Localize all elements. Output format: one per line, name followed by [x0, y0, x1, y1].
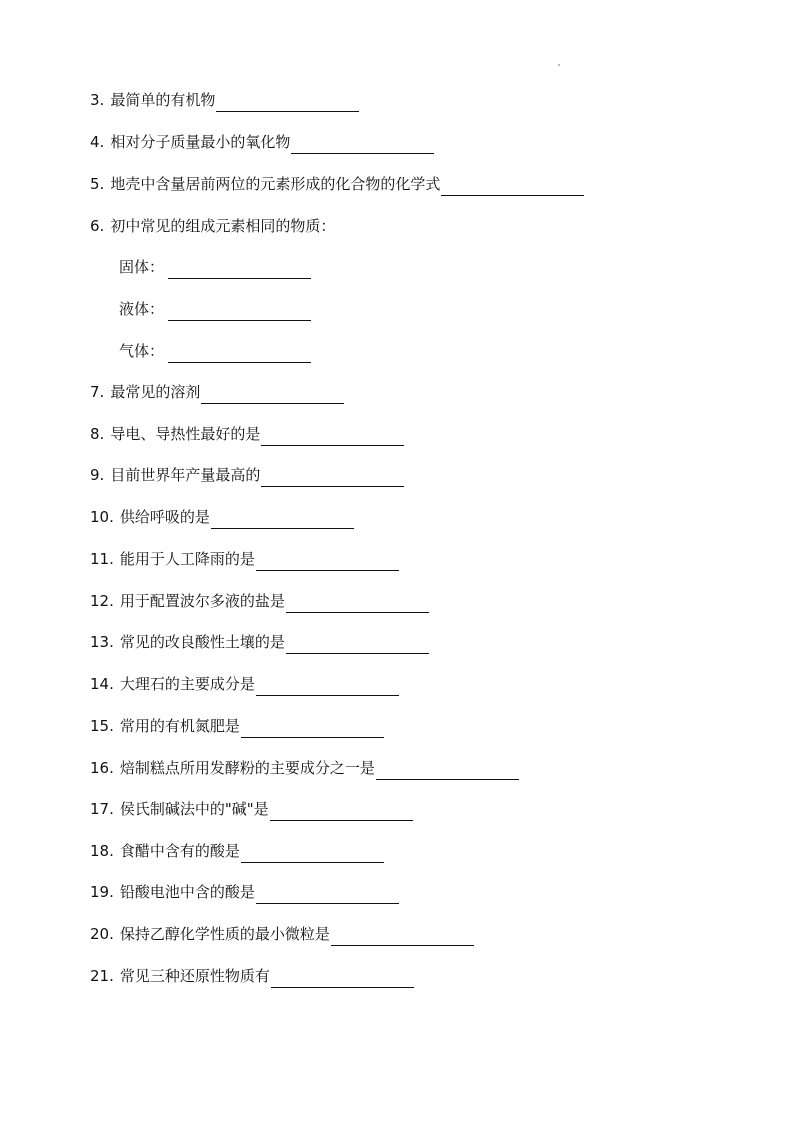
- answer-blank[interactable]: [286, 594, 429, 613]
- answer-blank[interactable]: [211, 510, 354, 529]
- answer-blank[interactable]: [241, 844, 384, 863]
- question-text: 供给呼吸的是: [119, 508, 210, 526]
- question-number: 6.: [90, 217, 105, 235]
- question-number: 12.: [90, 592, 114, 610]
- answer-blank[interactable]: [261, 468, 404, 487]
- question-number: 7.: [90, 383, 105, 401]
- question-subtext: 液体：: [119, 300, 165, 318]
- answer-blank[interactable]: [241, 719, 384, 738]
- question-text: 相对分子质量最小的氧化物: [110, 133, 291, 151]
- question-18: [90, 839, 384, 863]
- question-5: [90, 172, 584, 196]
- question-number: 16.: [90, 759, 114, 777]
- answer-blank[interactable]: [168, 344, 311, 363]
- question-text: 食醋中含有的酸是: [119, 842, 240, 860]
- answer-blank[interactable]: [168, 260, 311, 279]
- answer-blank[interactable]: [291, 135, 434, 154]
- question-text: 铅酸电池中含的酸是: [119, 883, 255, 901]
- question-text: 最简单的有机物: [110, 91, 216, 109]
- answer-blank[interactable]: [271, 969, 414, 988]
- answer-blank[interactable]: [270, 802, 413, 821]
- question-7: [90, 380, 344, 404]
- answer-blank[interactable]: [256, 885, 399, 904]
- question-number: 14.: [90, 675, 114, 693]
- question-subtext: 固体：: [119, 258, 165, 276]
- question-number: 18.: [90, 842, 114, 860]
- question-number: 10.: [90, 508, 114, 526]
- question-9: [90, 463, 404, 487]
- answer-blank[interactable]: [168, 302, 311, 321]
- question-15: [90, 714, 384, 738]
- question-text: 能用于人工降雨的是: [119, 550, 255, 568]
- answer-blank[interactable]: [256, 677, 399, 696]
- question-text: 常见三种还原性物质有: [119, 967, 270, 985]
- question-3: [90, 88, 359, 112]
- question-text: 用于配置波尔多液的盐是: [119, 592, 285, 610]
- question-number: 13.: [90, 633, 114, 651]
- question-text: 焙制糕点所用发酵粉的主要成分之一是: [119, 759, 375, 777]
- answer-blank[interactable]: [331, 927, 474, 946]
- question-6-liquid: [119, 297, 311, 321]
- answer-blank[interactable]: [201, 385, 344, 404]
- answer-blank[interactable]: [256, 552, 399, 571]
- question-text: 常用的有机氮肥是: [119, 717, 240, 735]
- question-subtext: 气体：: [119, 342, 165, 360]
- question-13: [90, 630, 429, 654]
- question-text: 导电、导热性最好的是: [110, 425, 261, 443]
- question-text: 最常见的溶剂: [110, 383, 201, 401]
- answer-blank[interactable]: [216, 93, 359, 112]
- question-4: [90, 130, 434, 154]
- question-number: 8.: [90, 425, 105, 443]
- question-text: 常见的改良酸性土壤的是: [119, 633, 285, 651]
- question-text: 初中常见的组成元素相同的物质：: [110, 217, 336, 235]
- question-text: 地壳中含量居前两位的元素形成的化合物的化学式: [110, 175, 441, 193]
- question-number: 4.: [90, 133, 105, 151]
- question-14: [90, 672, 399, 696]
- question-number: 11.: [90, 550, 114, 568]
- answer-blank[interactable]: [261, 427, 404, 446]
- question-number: 21.: [90, 967, 114, 985]
- answer-blank[interactable]: [286, 635, 429, 654]
- question-text: 侯氏制碱法中的"碱"是: [119, 800, 269, 818]
- question-8: [90, 422, 404, 446]
- scan-speck: [558, 64, 560, 66]
- question-number: 15.: [90, 717, 114, 735]
- question-number: 3.: [90, 91, 105, 109]
- question-17: [90, 797, 413, 821]
- question-21: [90, 964, 414, 988]
- question-text: 大理石的主要成分是: [119, 675, 255, 693]
- question-6-gas: [119, 339, 311, 363]
- question-12: [90, 589, 429, 613]
- question-number: 20.: [90, 925, 114, 943]
- question-10: [90, 505, 354, 529]
- question-number: 17.: [90, 800, 114, 818]
- question-6-solid: [119, 255, 311, 279]
- question-number: 9.: [90, 466, 105, 484]
- question-11: [90, 547, 399, 571]
- question-6: [90, 214, 335, 238]
- question-19: [90, 880, 399, 904]
- question-text: 目前世界年产量最高的: [110, 466, 261, 484]
- question-number: 5.: [90, 175, 105, 193]
- question-text: 保持乙醇化学性质的最小微粒是: [119, 925, 330, 943]
- question-20: [90, 922, 474, 946]
- question-16: [90, 756, 519, 780]
- answer-blank[interactable]: [376, 761, 519, 780]
- question-number: 19.: [90, 883, 114, 901]
- answer-blank[interactable]: [441, 177, 584, 196]
